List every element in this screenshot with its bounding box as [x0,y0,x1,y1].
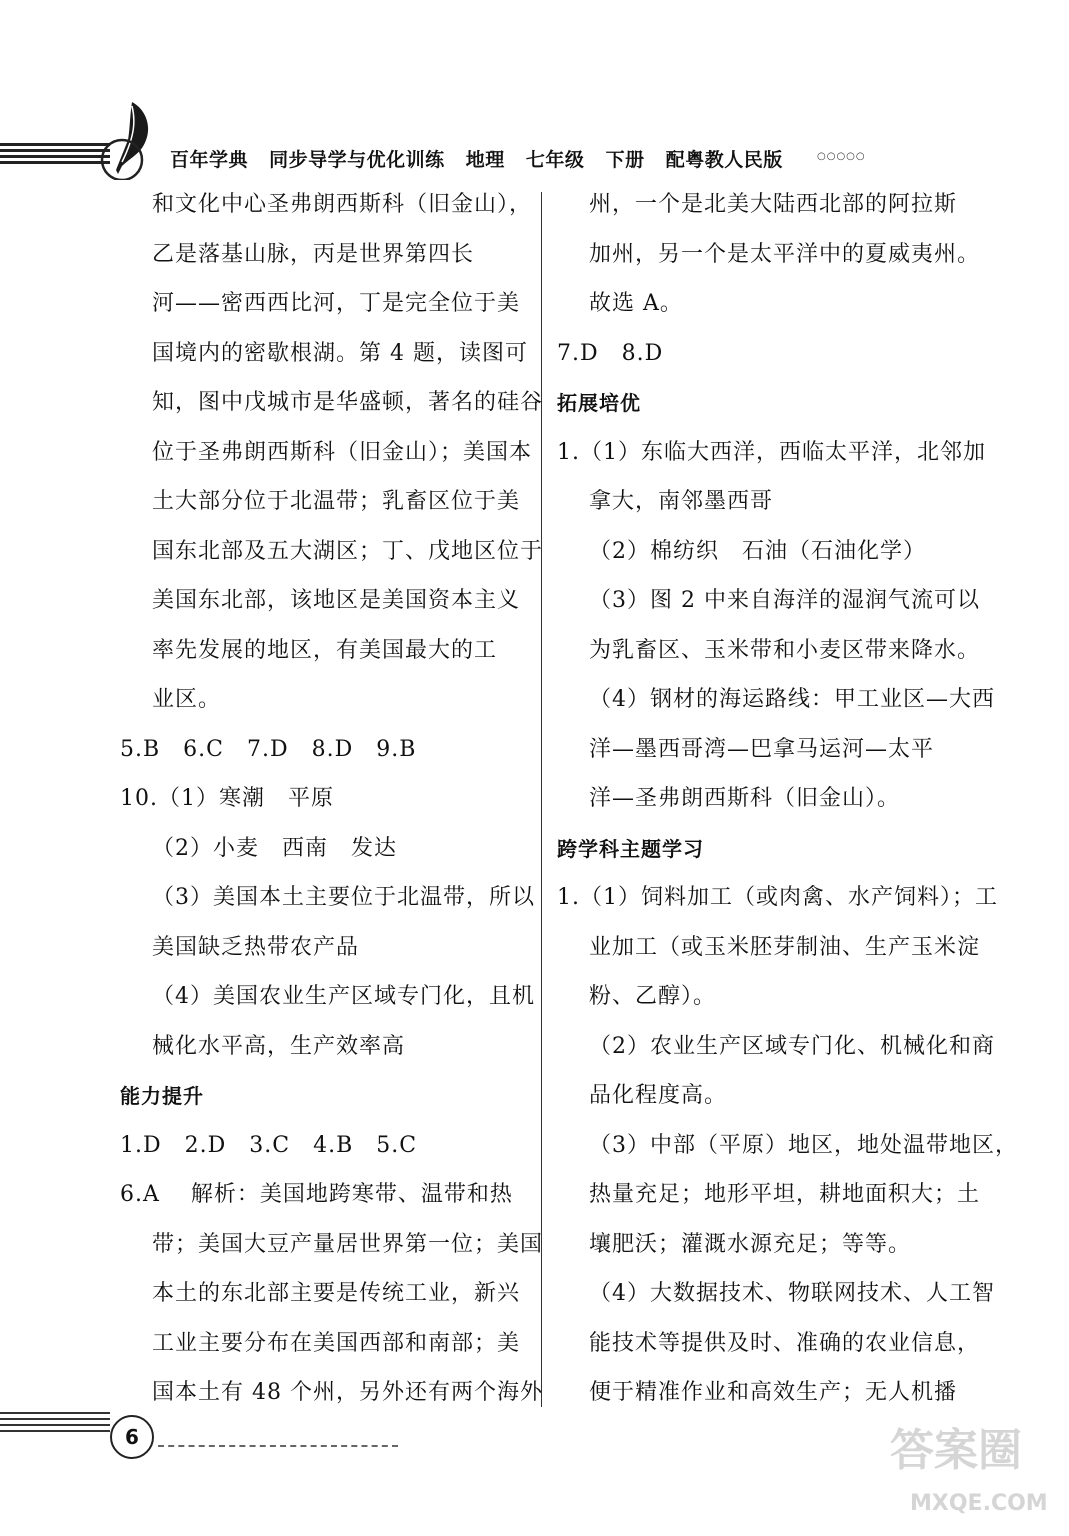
quill-pen-icon [92,100,162,180]
left-line: （4）美国农业生产区域专门化，且机 [152,984,535,1009]
right-line: 州，一个是北美大陆西北部的阿拉斯 [589,192,958,217]
left-line: 国本土有 48 个州，另外还有两个海外 [152,1380,543,1405]
left-line: 国东北部及五大湖区；丁、戊地区位于 [152,538,544,564]
right-line: 业加工（或玉米胚芽制油、生产玉米淀 [589,934,981,960]
right-line: 加州，另一个是太平洋中的夏威夷州。 [589,241,981,267]
right-line: 故选 A。 [589,291,683,316]
page-header [0,95,1069,185]
watermark-logo [880,1405,1060,1525]
left-line: 本土的东北部主要是传统工业，新兴 [152,1281,521,1306]
right-line: 能技术等提供及时、准确的农业信息， [589,1330,981,1356]
header-brand: 百年学典 [170,149,249,171]
right-line: （3）图 2 中来自海洋的湿润气流可以 [589,588,980,613]
right-line: 品化程度高。 [589,1083,728,1108]
header-grade: 七年级 [525,149,585,171]
watermark-text-url: MXQE.COM [910,1491,1048,1516]
right-line: （2）棉纺织 石油（石油化学） [589,538,926,564]
footer-dashed-line [158,1445,398,1447]
left-line: 6.A 解析：美国地跨寒带、温带和热 [120,1182,513,1207]
right-line: 为乳畜区、玉米带和小麦区带来降水。 [589,637,981,663]
left-line: 美国缺乏热带农产品 [152,934,360,960]
left-line: 土大部分位于北温带；乳畜区位于美 [152,489,521,514]
right-line: 洋—圣弗朗西斯科（旧金山）。 [589,786,901,811]
left-line: （2）小麦 西南 发达 [152,835,397,861]
right-line: 拿大，南邻墨西哥 [589,489,774,514]
right-line: 壤肥沃；灌溉水源充足；等等。 [589,1231,912,1257]
header-dots: ○○○○○ [817,151,866,162]
header-edition: 配粤教人民版 [665,149,783,171]
column-divider [541,192,542,1407]
left-line: 10.（1）寒潮 平原 [120,786,334,811]
page-number: 6 [110,1415,154,1459]
left-line: 乙是落基山脉，丙是世界第四长 [152,241,475,267]
header-series: 同步导学与优化训练 [269,149,445,171]
left-line: 河——密西西比河，丁是完全位于美 [152,291,521,316]
header-title [170,145,797,172]
right-line: 1.（1）东临大西洋，西临太平洋，北邻加 [557,439,986,465]
header-subject: 地理 [465,149,505,171]
left-line: 械化水平高，生产效率高 [152,1033,406,1059]
left-line: 美国东北部，该地区是美国资本主义 [152,588,521,613]
left-line: 知，图中戊城市是华盛顿，著名的硅谷 [152,390,544,415]
footer-decorative-lines [0,1412,110,1442]
left-line: 5.B 6.C 7.D 8.D 9.B [120,736,417,762]
left-line: （3）美国本土主要位于北温带，所以 [152,885,535,910]
left-line: 率先发展的地区，有美国最大的工 [152,637,498,663]
right-line: （2）农业生产区域专门化、机械化和商 [589,1033,995,1059]
left-line: 1.D 2.D 3.C 4.B 5.C [120,1132,418,1158]
left-line: 位于圣弗朗西斯科（旧金山）；美国本 [152,439,533,465]
right-line: 热量充足；地形平坦，耕地面积大；土 [589,1182,981,1207]
watermark-text-cn: 答案圈 [890,1425,1022,1476]
right-line: 粉、乙醇）。 [589,984,717,1009]
left-line: 带；美国大豆产量居世界第一位；美国 [152,1231,544,1257]
right-line: （4）钢材的海运路线：甲工业区—大西 [589,687,995,712]
right-line: 7.D 8.D [557,340,664,366]
left-line: 业区。 [152,687,222,712]
left-line: 能力提升 [120,1084,204,1108]
right-line: 便于精准作业和高效生产；无人机播 [589,1380,958,1405]
right-line: （4）大数据技术、物联网技术、人工智 [589,1281,995,1306]
right-line: 跨学科主题学习 [557,836,704,861]
header-volume: 下册 [605,149,645,171]
left-line: 工业主要分布在美国西部和南部；美 [152,1330,521,1356]
right-line: （3）中部（平原）地区，地处温带地区， [589,1132,1018,1158]
right-line: 拓展培优 [557,391,641,415]
right-line: 1.（1）饲料加工（或肉禽、水产饲料）；工 [557,885,998,910]
left-line: 国境内的密歇根湖。第 4 题，读图可 [152,340,528,366]
right-line: 洋—墨西哥湾—巴拿马运河—太平 [589,736,935,762]
left-line: 和文化中心圣弗朗西斯科（旧金山）， [152,192,533,217]
